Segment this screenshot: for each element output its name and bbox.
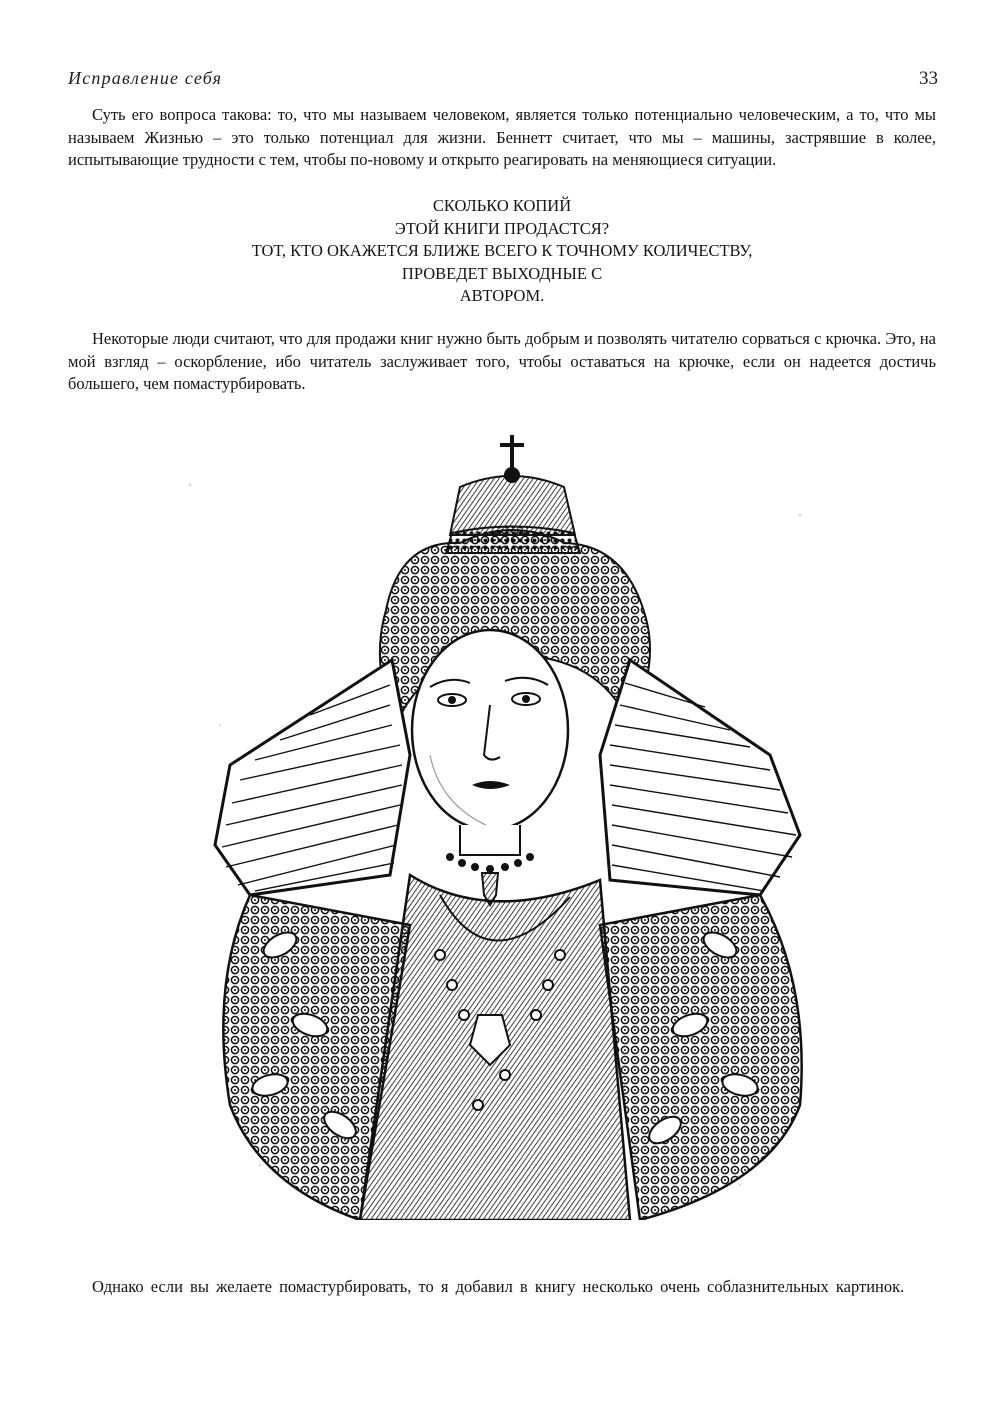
contest-line: АВТОРОМ.: [459, 286, 545, 305]
contest-announcement: [68, 195, 936, 308]
portrait-engraving-icon: [160, 425, 830, 1220]
contest-line: СКОЛЬКО КОПИЙ: [432, 196, 572, 215]
page-header: [68, 68, 938, 92]
paragraph-closing: Однако если вы желаете помастурбировать, то я добавил в книгу несколько очень соблазнительных картинок.: [92, 1277, 905, 1296]
contest-line: ЭТОЙ КНИГИ ПРОДАСТСЯ?: [394, 218, 610, 238]
contest-line: ТОТ, КТО ОКАЖЕТСЯ БЛИЖЕ ВСЕГО К ТОЧНОМУ КОЛИЧЕСТВУ,: [251, 241, 753, 260]
paragraph-intro: Суть его вопроса такова: то, что мы называем человеком, является только потенциально человеческим, а то, что мы называем Жизнью – это только потенциал для жизни. Беннетт считает, что мы – машины, застрявшие в колее, испытывающие трудности с тем, чтобы по-новому и открыто реагировать на меняющиеся ситуации.: [68, 105, 936, 169]
queen-portrait-illustration: [160, 425, 830, 1220]
contest-line: ПРОВЕДЕТ ВЫХОДНЫЕ С: [401, 263, 603, 283]
paragraph-books: Некоторые люди считают, что для продажи книг нужно быть добрым и позволять читателю сорваться с крючка. Это, на мой взгляд – оскорбление, ибо читатель заслуживает того, чтобы оставаться на крючке, если он надеется достичь большего, чем помастурбировать.: [68, 329, 936, 393]
running-title: Исправление себя: [68, 68, 223, 88]
page-number: 33: [919, 68, 938, 89]
